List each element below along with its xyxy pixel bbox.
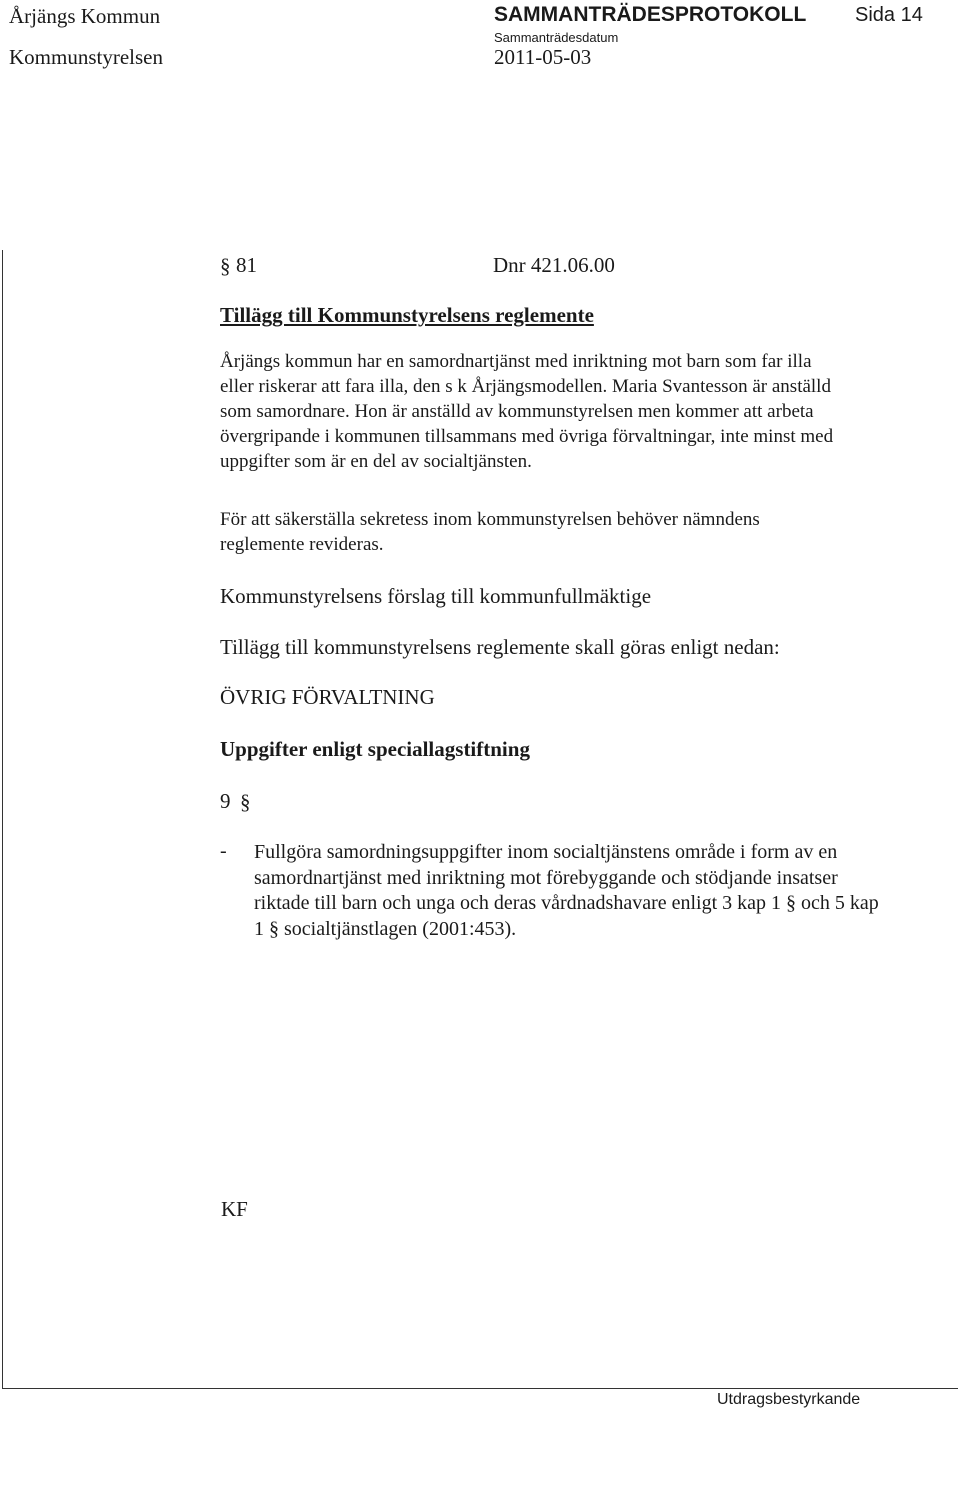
document-type: SAMMANTRÄDESPROTOKOLL [494, 3, 807, 26]
organization-name: Årjängs Kommun [9, 4, 161, 28]
section-sign-icon: § [269, 917, 279, 940]
governing-body: Kommunstyrelsen [9, 45, 163, 69]
proposal-heading: Kommunstyrelsens förslag till kommunfullmäktige [220, 584, 652, 608]
recipient-code: KF [221, 1197, 248, 1221]
page-number: Sida 14 [855, 4, 923, 26]
section-sign-icon: § [220, 254, 231, 278]
category-label: ÖVRIG FÖRVALTNING [220, 685, 435, 709]
margin-line-vertical [2, 250, 3, 1388]
list-line: Fullgöra samordningsuppgifter inom socialtjänstens område i form av en [254, 841, 838, 863]
list-line-part: riktade till barn och unga och deras vårdnadshavare enligt 3 kap 1 [254, 892, 782, 914]
paragraph-line: reglemente revideras. [220, 534, 384, 555]
certification-label: Utdragsbestyrkande [717, 1391, 861, 1408]
subheading: Uppgifter enligt speciallagstiftning [220, 737, 530, 761]
list-line-part: och 5 kap [801, 892, 879, 914]
meeting-date: 2011-05-03 [494, 45, 592, 69]
list-dash: - [220, 840, 227, 862]
section-title: Tillägg till Kommunstyrelsens reglemente [220, 303, 594, 327]
paragraph-background [220, 349, 950, 474]
list-line-part: 1 [254, 917, 264, 940]
section-sign-icon: § [240, 790, 251, 814]
margin-line-horizontal [2, 1388, 958, 1389]
paragraph-line: För att säkerställa sekretess inom kommunstyrelsen behöver nämndens [220, 509, 760, 530]
proposal-text: Tillägg till kommunstyrelsens reglemente skall göras enligt nedan: [220, 635, 780, 659]
list-line [254, 891, 954, 917]
paragraph-line: Årjängs kommun har en samordnartjänst med inriktning mot barn som far illa [220, 351, 812, 372]
list-line [254, 917, 954, 943]
paragraph-line: övergripande i kommunen tillsammans med övriga förvaltningar, inte minst med [220, 426, 834, 447]
paragraph-confidentiality [220, 507, 950, 557]
paragraph-line: som samordnare. Hon är anställd av kommunstyrelsen men kommer att arbeta [220, 401, 814, 422]
diary-number: Dnr 421.06.00 [493, 253, 615, 277]
list-line-part: socialtjänstlagen (2001:453). [284, 917, 517, 940]
rule-number: 9 [220, 789, 231, 813]
list-item [254, 840, 954, 942]
paragraph-line: eller riskerar att fara illa, den s k Årjängsmodellen. Maria Svantesson är anställd [220, 376, 831, 397]
paragraph-line: uppgifter som är en del av socialtjänsten. [220, 451, 532, 472]
list-line: samordnartjänst med inriktning mot förebyggande och stödjande insatser [254, 866, 838, 889]
meeting-date-label: Sammanträdesdatum [494, 30, 619, 45]
section-number: 81 [236, 253, 257, 277]
section-sign-icon: § [786, 892, 797, 914]
